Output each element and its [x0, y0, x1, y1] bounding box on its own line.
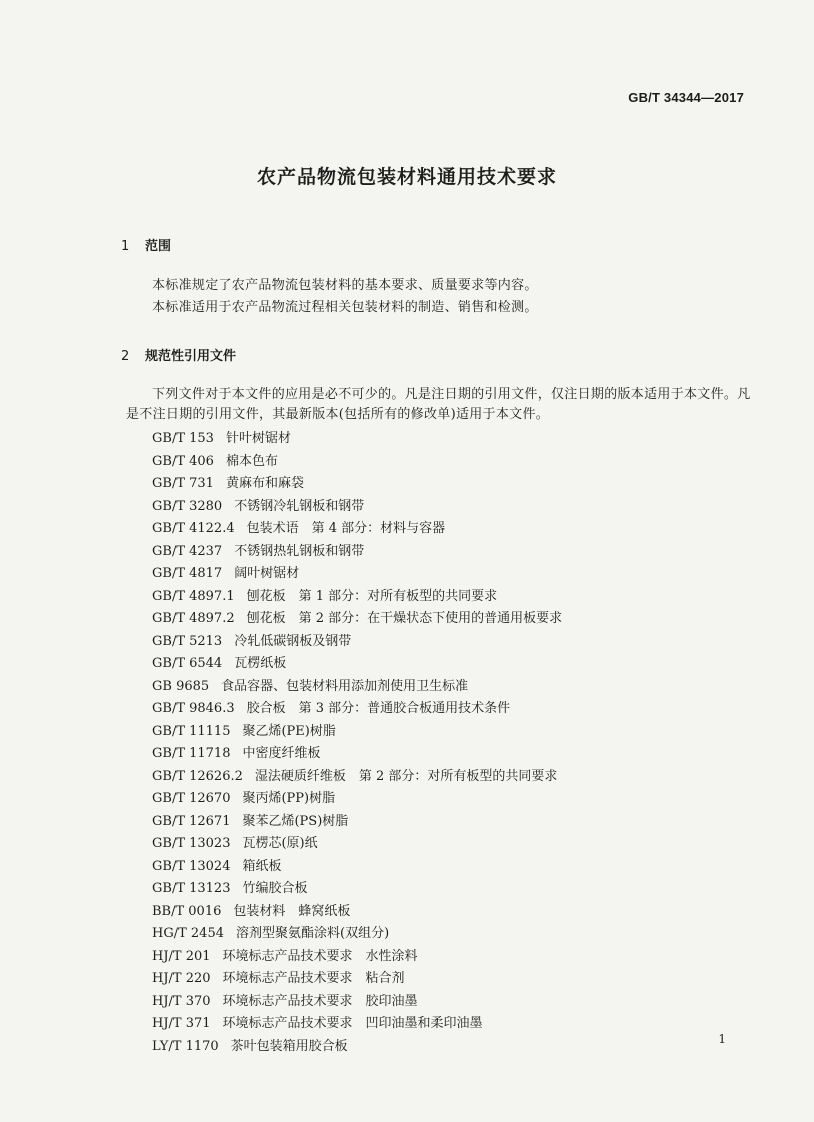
reference-title: 聚丙烯(PP)树脂 [242, 791, 336, 806]
reference-title: 湿法硬质纤维板 第 2 部分：对所有板型的共同要求 [254, 768, 558, 784]
reference-item [152, 698, 562, 721]
reference-code: GB/T 13024 [152, 858, 231, 874]
reference-item [152, 788, 562, 811]
reference-title: 环境标志产品技术要求 粘合剂 [222, 971, 405, 986]
reference-code: HJ/T 220 [152, 971, 211, 986]
reference-title: 环境标志产品技术要求 凹印油墨和柔印油墨 [222, 1016, 483, 1031]
reference-item [152, 856, 562, 879]
reference-title: 阔叶树锯材 [234, 566, 300, 581]
reference-item [152, 811, 562, 834]
reference-item [152, 518, 562, 541]
reference-item [152, 968, 562, 991]
reference-title: 包装术语 第 4 部分：材料与容器 [246, 521, 446, 536]
reference-item [152, 991, 562, 1014]
reference-code: GB/T 6544 [152, 656, 223, 671]
section-1-title: 范围 [145, 239, 172, 254]
reference-code: GB 9685 [152, 678, 210, 694]
reference-code: HJ/T 371 [152, 1016, 211, 1031]
reference-title: 冷轧低碳钢板及钢带 [234, 633, 352, 649]
reference-code: GB/T 12626.2 [152, 768, 243, 784]
reference-item [152, 631, 562, 654]
reference-title: 刨花板 第 1 部分：对所有板型的共同要求 [246, 588, 498, 604]
reference-item [152, 653, 562, 676]
reference-item [152, 428, 562, 451]
reference-code: GB/T 406 [152, 453, 214, 469]
reference-title: 聚乙烯(PE)树脂 [242, 723, 336, 739]
reference-code: GB/T 11718 [152, 746, 231, 761]
reference-title: 溶剂型聚氨酯涂料(双组分) [236, 926, 390, 941]
reference-item [152, 1013, 562, 1036]
reference-title: 竹编胶合板 [242, 881, 308, 896]
reference-title: 棉本色布 [225, 453, 278, 469]
document-title: 农产品物流包装材料通用技术要求 [256, 166, 557, 188]
reference-code: GB/T 3280 [152, 498, 223, 514]
reference-title: 瓦楞芯(原)纸 [242, 836, 318, 851]
reference-code: GB/T 4897.2 [152, 611, 235, 626]
reference-title: 不锈钢冷轧钢板和钢带 [234, 498, 365, 514]
section-1-heading [121, 235, 171, 254]
reference-title: 黄麻布和麻袋 [225, 476, 304, 491]
reference-item [152, 901, 562, 924]
reference-code: GB/T 731 [152, 476, 214, 491]
reference-list [152, 428, 562, 1058]
reference-item [152, 451, 562, 474]
reference-code: BB/T 0016 [152, 903, 222, 919]
reference-item [152, 473, 562, 496]
reference-title: 针叶树锯材 [225, 431, 291, 446]
reference-code: HJ/T 201 [152, 948, 211, 964]
reference-item [152, 541, 562, 564]
reference-code: GB/T 13023 [152, 836, 231, 851]
reference-item [152, 608, 562, 631]
reference-item [152, 766, 562, 789]
section-1-number: 1 [121, 239, 130, 254]
reference-code: GB/T 5213 [152, 633, 223, 649]
reference-item [152, 563, 562, 586]
reference-code: GB/T 153 [152, 431, 214, 446]
reference-code: GB/T 4237 [152, 543, 223, 559]
reference-title: 茶叶包装箱用胶合板 [230, 1038, 348, 1054]
reference-code: GB/T 9846.3 [152, 701, 235, 716]
section-2-title: 规范性引用文件 [145, 349, 237, 364]
reference-item [152, 833, 562, 856]
standard-code: GB/T 34344—2017 [628, 90, 744, 105]
reference-title: 聚苯乙烯(PS)树脂 [242, 813, 349, 829]
reference-code: GB/T 11115 [152, 723, 231, 739]
reference-title: 不锈钢热轧钢板和钢带 [234, 543, 365, 559]
reference-title: 刨花板 第 2 部分：在干燥状态下使用的普通用板要求 [246, 611, 563, 626]
reference-code: GB/T 4122.4 [152, 521, 235, 536]
section-1-paragraph-2: 本标准适用于农产品物流过程相关包装材料的制造、销售和检测。 [152, 300, 538, 315]
reference-item [152, 676, 562, 699]
reference-title: 箱纸板 [242, 858, 282, 874]
section-1-paragraph-1: 本标准规定了农产品物流包装材料的基本要求、质量要求等内容。 [152, 278, 538, 293]
reference-item [152, 878, 562, 901]
reference-title: 食品容器、包装材料用添加剂使用卫生标准 [221, 678, 469, 694]
reference-item [152, 586, 562, 609]
reference-item [152, 1036, 562, 1059]
reference-code: GB/T 4817 [152, 566, 223, 581]
reference-title: 瓦楞纸板 [234, 656, 287, 671]
reference-item [152, 946, 562, 969]
reference-item [152, 721, 562, 744]
page-number: 1 [718, 1032, 726, 1046]
reference-item [152, 496, 562, 519]
section-2-number: 2 [121, 349, 130, 364]
section-2-heading [121, 345, 236, 364]
reference-item [152, 743, 562, 766]
section-2-intro: 下列文件对于本文件的应用是必不可少的。凡是注日期的引用文件，仅注日期的版本适用于本文件。凡是不注日期的引用文件，其最新版本(包括所有的修改单)适用于本文件。 [126, 387, 751, 422]
reference-code: GB/T 12670 [152, 791, 231, 806]
reference-code: GB/T 13123 [152, 881, 231, 896]
reference-title: 胶合板 第 3 部分：普通胶合板通用技术条件 [246, 701, 511, 716]
reference-title: 环境标志产品技术要求 胶印油墨 [222, 993, 418, 1009]
reference-title: 包装材料 蜂窝纸板 [233, 903, 351, 919]
reference-code: LY/T 1170 [152, 1038, 219, 1054]
reference-code: GB/T 12671 [152, 813, 231, 829]
reference-title: 环境标志产品技术要求 水性涂料 [222, 948, 418, 964]
reference-code: HG/T 2454 [152, 926, 224, 941]
reference-code: HJ/T 370 [152, 993, 211, 1009]
reference-item [152, 923, 562, 946]
reference-title: 中密度纤维板 [242, 746, 321, 761]
reference-code: GB/T 4897.1 [152, 588, 235, 604]
